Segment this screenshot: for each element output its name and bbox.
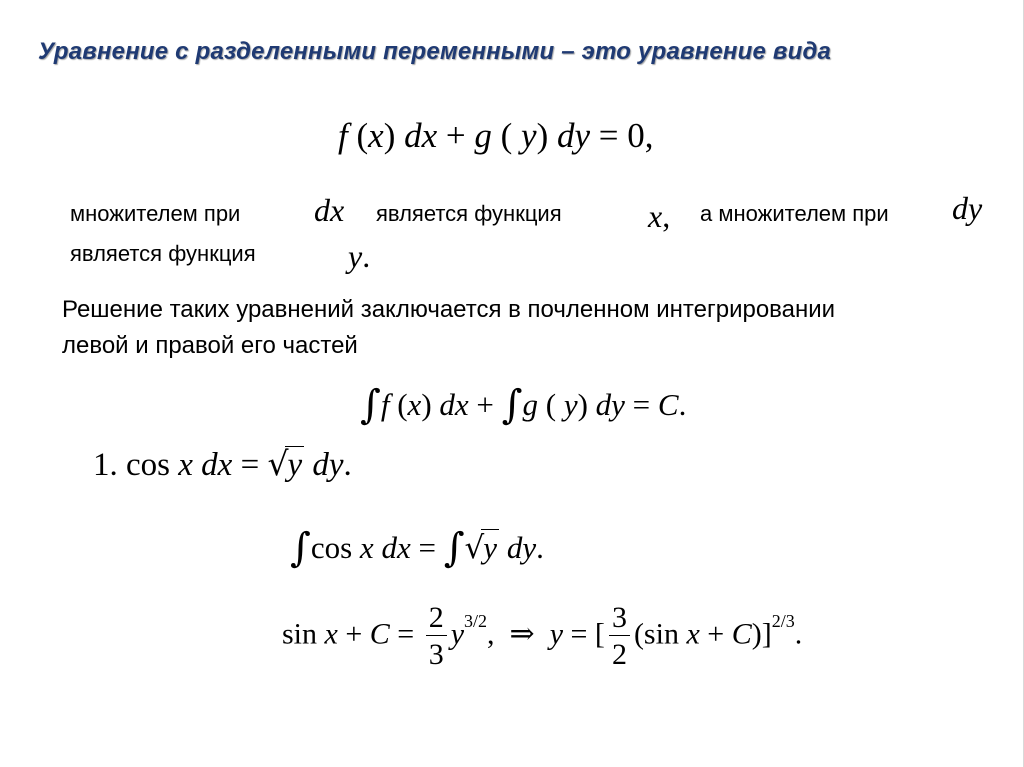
text-is-function-2: является функция [70,241,256,266]
equation-integrated: ∫f (x) dx + ∫g ( y) dy = C. [360,382,687,428]
equation-general-form: f (x) dx + g ( y) dy = 0, [338,116,654,155]
text-solution-line2: левой и правой его частей [62,332,358,359]
text-is-function-1: является функция [376,201,562,226]
fraction-three-halves: $\frac{3}{2}$ [609,603,630,670]
example-integral: ∫cos x dx = ∫√y dy. [290,525,544,571]
fraction-two-thirds: $\frac{2}{3}$ [426,603,447,670]
symbol-y: y. [348,238,371,274]
example-solution: sin x + C = $\frac{2}{3}$ $y^{3/2}$, ⇒ y = [ $\frac{3}{2}$ (sin x + C)]$^{2/3}$. [282,601,803,671]
text-multiplier-dx: множителем при [70,201,241,226]
symbol-x: x, [648,198,671,234]
text-solution-line1: Решение таких уравнений заключается в почленном интегрировании [62,296,836,323]
example-equation: 1. cos x dx = √y dy. [93,444,352,483]
symbol-dy: dy [952,190,983,226]
slide-title: Уравнение с разделенными переменными – это уравнение вида [38,38,832,65]
text-multiplier-dy: а множителем при [700,201,889,226]
example-number: 1. [93,447,118,483]
symbol-dx: dx [314,192,345,228]
